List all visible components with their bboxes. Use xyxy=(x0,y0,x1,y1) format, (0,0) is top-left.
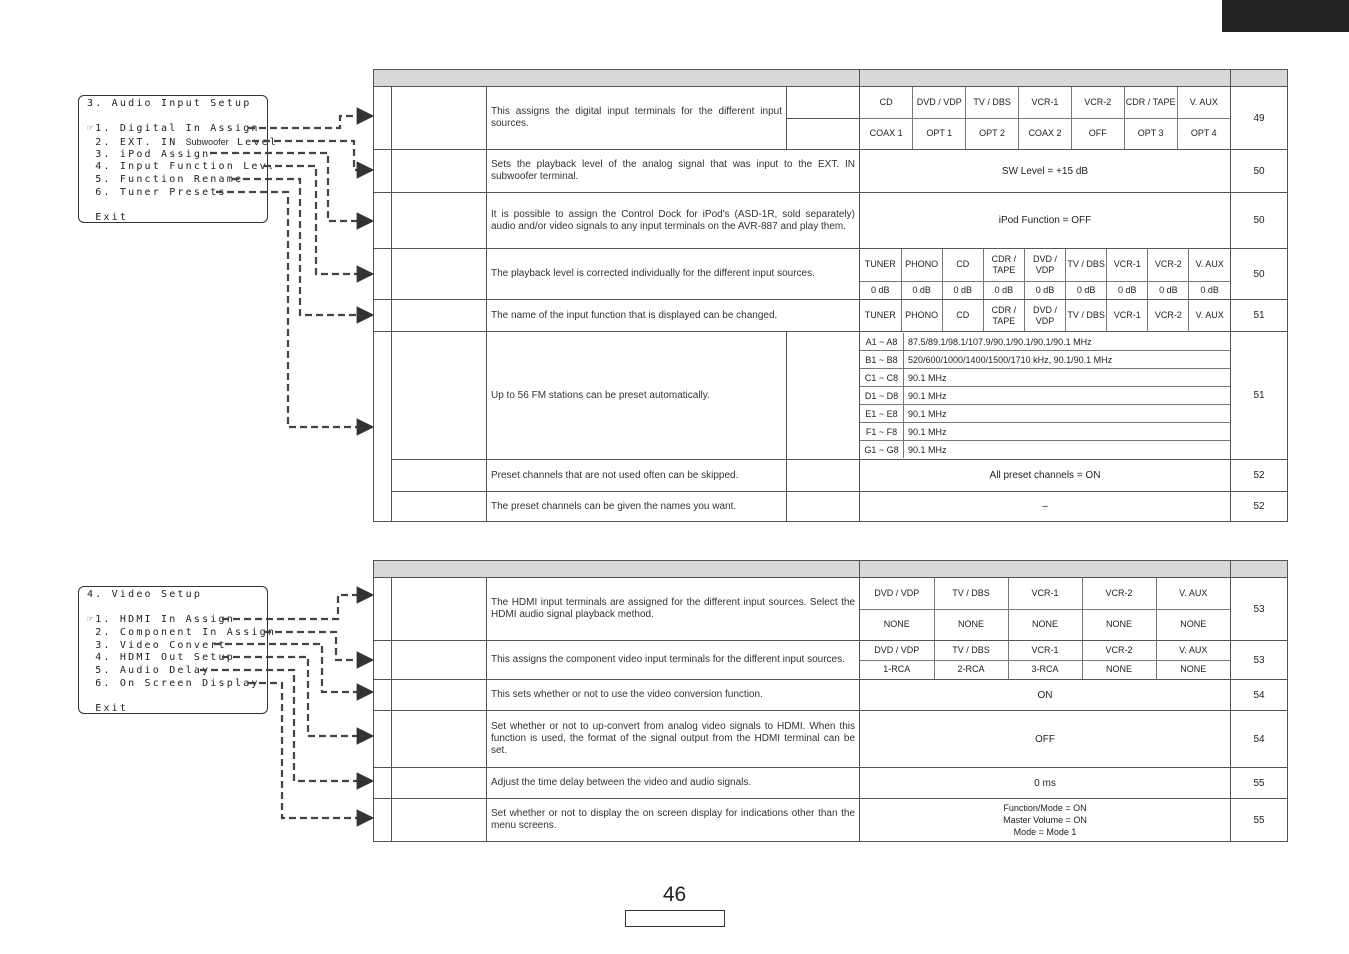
default-value: NONE xyxy=(860,609,934,640)
default-value: 0 dB xyxy=(983,281,1024,299)
source-label: V. AUX xyxy=(1156,641,1230,660)
source-label: VCR-1 xyxy=(1107,249,1148,281)
arrow-audio-delay xyxy=(200,670,372,781)
source-label: CD xyxy=(942,300,983,331)
hdmi-assign-grid xyxy=(860,578,1231,641)
preset-range: B1 ~ B8 xyxy=(860,351,904,369)
default-value: – xyxy=(860,492,1231,522)
table-row-on-screen-display xyxy=(374,799,1288,842)
default-value: OFF xyxy=(1071,118,1124,149)
arrow-hdmi-in-assign xyxy=(222,595,372,619)
osd-item-hdmi-in-assign: ☞1. HDMI In Assign xyxy=(87,614,235,626)
arrow-on-screen-display xyxy=(248,683,372,818)
preset-range: G1 ~ G8 xyxy=(860,441,904,459)
osd-exit: Exit xyxy=(87,212,129,224)
preset-freq: 90.1 MHz xyxy=(904,441,1231,459)
page-ref: 55 xyxy=(1231,768,1288,799)
arrow-ipod-assign xyxy=(210,153,372,221)
source-label: TUNER xyxy=(860,300,901,331)
page-ref: 50 xyxy=(1231,193,1288,249)
osd-item-input-function-lev: 4. Input Function Lev. xyxy=(87,161,277,173)
arrow-hdmi-out-setup xyxy=(222,657,372,736)
source-label: V. AUX xyxy=(1189,249,1230,281)
source-label: PHONO xyxy=(901,249,942,281)
default-value: All preset channels = ON xyxy=(860,460,1231,492)
source-label: VCR-1 xyxy=(1008,578,1082,609)
default-line: Mode = Mode 1 xyxy=(1013,827,1077,837)
source-label: PHONO xyxy=(901,300,942,331)
row-description: The preset channels can be given the names you want. xyxy=(487,492,787,522)
source-label: TV / DBS xyxy=(966,87,1019,118)
osd-item-ext-in: 2. EXT. IN Subwoofer Level xyxy=(87,137,279,149)
source-label: DVD / VDP xyxy=(1024,300,1065,331)
page-ref: 51 xyxy=(1231,300,1288,332)
default-value: OPT 2 xyxy=(966,118,1019,149)
default-value xyxy=(860,799,1231,842)
page-ref: 52 xyxy=(1231,492,1288,522)
source-label: V. AUX xyxy=(1177,87,1230,118)
arrow-component-in-assign xyxy=(264,632,372,660)
source-label: VCR-2 xyxy=(1148,300,1189,331)
table-row-ipod-assign xyxy=(374,193,1288,249)
default-value: NONE xyxy=(1082,609,1156,640)
default-value: 0 dB xyxy=(860,281,901,299)
source-label: VCR-1 xyxy=(1008,641,1082,660)
arrow-video-convert xyxy=(214,644,372,692)
table-row-hdmi-in-assign xyxy=(374,578,1288,641)
default-value: 0 dB xyxy=(901,281,942,299)
default-value: NONE xyxy=(1156,609,1230,640)
preset-freq: 90.1 MHz xyxy=(904,405,1231,423)
default-value: 0 dB xyxy=(1066,281,1107,299)
source-label: V. AUX xyxy=(1189,300,1230,331)
source-label: DVD / VDP xyxy=(913,87,966,118)
default-line: Master Volume = ON xyxy=(1003,815,1087,825)
preset-range: A1 ~ A8 xyxy=(860,333,904,351)
component-assign-grid xyxy=(860,641,1231,680)
preset-freq: 87.5/89.1/98.1/107.9/90.1/90.1/90.1/90.1 MHz xyxy=(904,333,1231,351)
table-header xyxy=(374,561,1288,578)
default-value: NONE xyxy=(934,609,1008,640)
preset-grid xyxy=(860,332,1231,460)
source-label: CD xyxy=(942,249,983,281)
table-row-preset-name xyxy=(374,492,1288,522)
row-description: Set whether or not to up-convert from analog video signals to HDMI. When this function is used, the format of the signal output from the HDMI terminal can be set. xyxy=(487,711,860,768)
source-label: DVD / VDP xyxy=(1024,249,1065,281)
table-row-tuner-presets xyxy=(374,332,1288,460)
default-value: 0 dB xyxy=(1189,281,1230,299)
table-row-ext-in xyxy=(374,150,1288,193)
default-value: 3-RCA xyxy=(1008,660,1082,679)
osd-item-digital-in-assign: ☞1. Digital In Assign xyxy=(87,123,260,135)
row-description: The HDMI input terminals are assigned for the different input sources. Select the HDMI audio signal playback method. xyxy=(487,578,860,641)
osd-item-audio-delay: 5. Audio Delay xyxy=(87,665,211,677)
preset-freq: 520/600/1000/1400/1500/1710 kHz, 90.1/90.1 MHz xyxy=(904,351,1231,369)
page-ref: 54 xyxy=(1231,680,1288,711)
preset-freq: 90.1 MHz xyxy=(904,387,1231,405)
osd-item-ipod-assign: 3. iPod Assign xyxy=(87,148,211,160)
default-value: 0 dB xyxy=(942,281,983,299)
table-row-video-convert xyxy=(374,680,1288,711)
osd-item-on-screen-display: 6. On Screen Display xyxy=(87,677,260,689)
preset-range: C1 ~ C8 xyxy=(860,369,904,387)
page-footer-box xyxy=(625,910,725,927)
row-description: This assigns the digital input terminals for the different input sources. xyxy=(487,87,787,150)
default-value: NONE xyxy=(1156,660,1230,679)
default-value: 0 dB xyxy=(1148,281,1189,299)
source-label: VCR-1 xyxy=(1107,300,1148,331)
row-description: The name of the input function that is displayed can be changed. xyxy=(487,300,860,332)
row-description: Adjust the time delay between the video and audio signals. xyxy=(487,768,860,799)
default-value: OFF xyxy=(860,711,1231,768)
arrow-function-rename xyxy=(232,179,372,315)
osd-exit: Exit xyxy=(87,703,129,715)
source-label: VCR-2 xyxy=(1148,249,1189,281)
default-value: 0 dB xyxy=(1107,281,1148,299)
source-label: TV / DBS xyxy=(1066,249,1107,281)
default-value: OPT 4 xyxy=(1177,118,1230,149)
table-row-hdmi-out-setup xyxy=(374,711,1288,768)
default-line: Function/Mode = ON xyxy=(1003,803,1087,813)
default-value: iPod Function = OFF xyxy=(860,193,1231,249)
source-label: DVD / VDP xyxy=(860,578,934,609)
source-label: TV / DBS xyxy=(934,578,1008,609)
source-label: VCR-2 xyxy=(1071,87,1124,118)
row-description: Sets the playback level of the analog signal that was input to the EXT. IN subwoofer terminal. xyxy=(487,150,860,193)
source-label: VCR-2 xyxy=(1082,641,1156,660)
arrow-tuner-presets xyxy=(216,192,372,427)
default-value: COAX 1 xyxy=(860,118,913,149)
page-ref: 51 xyxy=(1231,332,1288,460)
source-label: VCR-1 xyxy=(1019,87,1072,118)
source-label: CDR / TAPE xyxy=(983,249,1024,281)
default-value: SW Level = +15 dB xyxy=(860,150,1231,193)
table-row-audio-delay xyxy=(374,768,1288,799)
table-row-digital-in-assign xyxy=(374,87,1288,119)
preset-range: F1 ~ F8 xyxy=(860,423,904,441)
row-description: The playback level is corrected individually for the different input sources. xyxy=(487,249,860,300)
table-row-input-function-level xyxy=(374,249,1288,300)
page-number: 46 xyxy=(662,883,687,906)
source-label: TV / DBS xyxy=(1066,300,1107,331)
preset-freq: 90.1 MHz xyxy=(904,423,1231,441)
default-value: 0 dB xyxy=(1024,281,1065,299)
default-value: NONE xyxy=(1082,660,1156,679)
row-description: Preset channels that are not used often can be skipped. xyxy=(487,460,787,492)
osd-item-tuner-presets: 6. Tuner Presets xyxy=(87,186,227,198)
page-ref: 50 xyxy=(1231,150,1288,193)
default-value: ON xyxy=(860,680,1231,711)
audio-input-setup-table xyxy=(373,69,1288,522)
default-value: OPT 3 xyxy=(1124,118,1177,149)
source-label: TUNER xyxy=(860,249,901,281)
level-grid xyxy=(860,249,1231,300)
source-label: TV / DBS xyxy=(934,641,1008,660)
preset-range: D1 ~ D8 xyxy=(860,387,904,405)
osd-title: 4. Video Setup xyxy=(87,589,203,600)
page-ref: 52 xyxy=(1231,460,1288,492)
rename-grid xyxy=(860,300,1231,332)
source-label: DVD / VDP xyxy=(860,641,934,660)
row-description: This assigns the component video input terminals for the different input sources. xyxy=(487,641,860,680)
page-ref: 53 xyxy=(1231,578,1288,641)
digital-assign-grid xyxy=(860,87,1231,150)
default-value: 1-RCA xyxy=(860,660,934,679)
preset-range: E1 ~ E8 xyxy=(860,405,904,423)
row-description: Up to 56 FM stations can be preset automatically. xyxy=(487,332,787,460)
osd-item-component-in-assign: 2. Component In Assign xyxy=(87,627,277,639)
source-label: CDR / TAPE xyxy=(983,300,1024,331)
table-row-component-in-assign xyxy=(374,641,1288,680)
source-label: VCR-2 xyxy=(1082,578,1156,609)
source-label: CD xyxy=(860,87,913,118)
page-ref: 54 xyxy=(1231,711,1288,768)
default-value: NONE xyxy=(1008,609,1082,640)
page-ref: 53 xyxy=(1231,641,1288,680)
arrow-digital-in-assign xyxy=(248,116,372,128)
default-value: 0 ms xyxy=(860,768,1231,799)
osd-item-hdmi-out-setup: 4. HDMI Out Setup xyxy=(87,652,235,664)
table-header xyxy=(374,70,1288,87)
osd-item-function-rename: 5. Function Rename xyxy=(87,174,244,186)
default-value: 2-RCA xyxy=(934,660,1008,679)
table-row-function-rename xyxy=(374,300,1288,332)
page-ref: 49 xyxy=(1231,87,1288,150)
video-setup-table xyxy=(373,560,1288,842)
page-ref: 50 xyxy=(1231,249,1288,300)
page-ref: 55 xyxy=(1231,799,1288,842)
default-value: COAX 2 xyxy=(1019,118,1072,149)
table-row-preset-skip xyxy=(374,460,1288,492)
default-value: OPT 1 xyxy=(913,118,966,149)
osd-item-video-convert: 3. Video Convert xyxy=(87,639,227,651)
source-label: CDR / TAPE xyxy=(1124,87,1177,118)
preset-freq: 90.1 MHz xyxy=(904,369,1231,387)
row-description: Set whether or not to display the on screen display for indications other than the menu screens. xyxy=(487,799,860,842)
osd-title: 3. Audio Input Setup xyxy=(87,98,252,109)
source-label: V. AUX xyxy=(1156,578,1230,609)
row-description: It is possible to assign the Control Dock for iPod's (ASD-1R, sold separately) audio and/or video signals to any input terminals on the AVR-887 and play them. xyxy=(487,193,860,249)
row-description: This sets whether or not to use the video conversion function. xyxy=(487,680,860,711)
